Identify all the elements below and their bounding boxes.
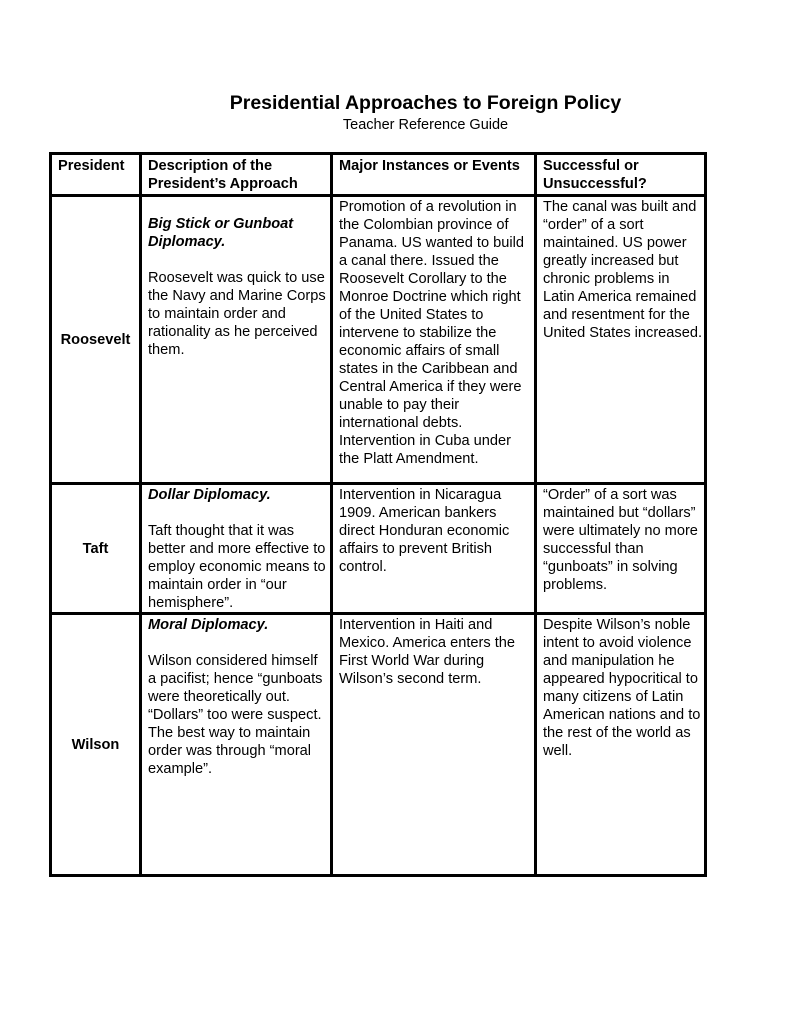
approach-cell: [141, 614, 332, 876]
table-row-taft: [51, 484, 706, 614]
president-name: Wilson: [51, 614, 141, 876]
approach-title: Dollar Diplomacy.: [148, 487, 271, 503]
success-cell: The canal was built and “order” of a sort maintained. US power greatly increased but chronic problems in Latin America remained and resentment for the United States increased.: [536, 196, 706, 484]
table-header-row: [51, 154, 706, 196]
approach-description: Taft thought that it was better and more effective to employ economic means to maintain order in “our hemisphere”.: [148, 523, 326, 611]
foreign-policy-table: [49, 152, 707, 877]
approach-title: Big Stick or Gunboat Diplomacy.: [148, 216, 294, 250]
header-approach: Description of the President’s Approach: [141, 154, 332, 196]
events-cell: Promotion of a revolution in the Colombian province of Panama. US wanted to build a canal there. Issued the Roosevelt Corollary to the Monroe Doctrine which right of the United States to intervene to stabilize the economic affairs of small states in the Caribbean and Central America if they were unable to pay their international debts. Intervention in Cuba under the Platt Amendment.: [332, 196, 536, 484]
approach-description: Roosevelt was quick to use the Navy and Marine Corps to maintain order and rationality as he perceived them.: [148, 270, 326, 358]
success-cell: “Order” of a sort was maintained but “dollars” were ultimately no more successful than “gunboats” in solving problems.: [536, 484, 706, 614]
table-row-wilson: [51, 614, 706, 876]
header-events: Major Instances or Events: [332, 154, 536, 196]
approach-cell: [141, 484, 332, 614]
president-name: Roosevelt: [51, 196, 141, 484]
header-president: President: [51, 154, 141, 196]
table-row-roosevelt: [51, 196, 706, 484]
header-success: Successful or Unsuccessful?: [536, 154, 706, 196]
approach-description: Wilson considered himself a pacifist; hence “gunboats were theoretically out. “Dollars” too were suspect. The best way to maintain order was through “moral example”.: [148, 653, 323, 777]
document-subtitle: Teacher Reference Guide: [342, 117, 509, 133]
approach-cell: [141, 196, 332, 484]
success-cell: Despite Wilson’s noble intent to avoid violence and manipulation he appeared hypocritical to many citizens of Latin American nations and to the rest of the world as well.: [536, 614, 706, 876]
president-name: Taft: [51, 484, 141, 614]
document-title: Presidential Approaches to Foreign Policy: [229, 92, 622, 114]
approach-title: Moral Diplomacy.: [148, 617, 269, 633]
events-cell: Intervention in Haiti and Mexico. America enters the First World War during Wilson’s second term.: [332, 614, 536, 876]
events-cell: Intervention in Nicaragua 1909. American bankers direct Honduran economic affairs to prevent British control.: [332, 484, 536, 614]
